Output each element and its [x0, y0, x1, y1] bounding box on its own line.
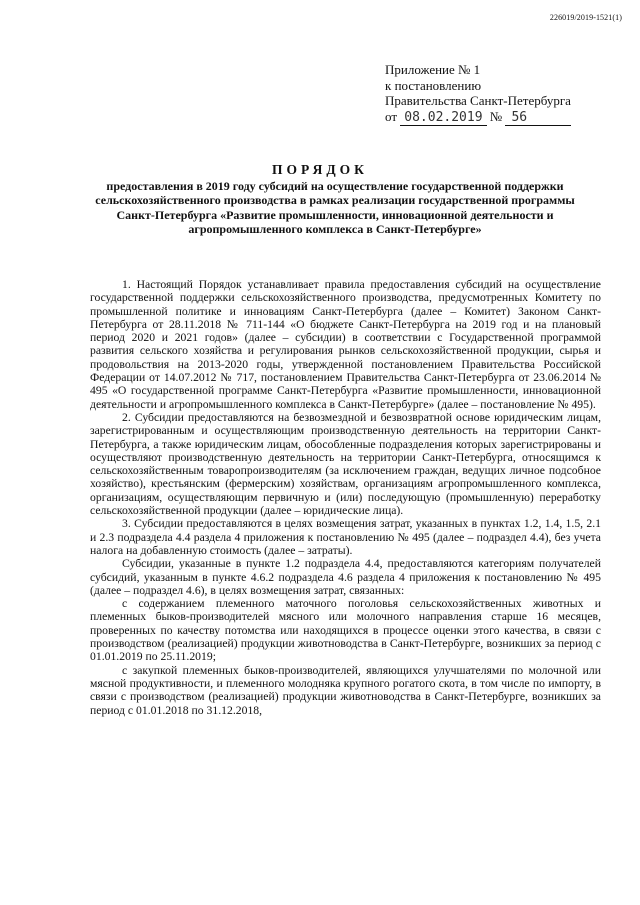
appendix-block [385, 62, 571, 126]
appendix-line-3: Правительства Санкт-Петербурга [385, 93, 571, 108]
document-subtitle: предоставления в 2019 году субсидий на осуществление государственной поддержки сельскохозяйственного производства в рамках реализации государственной программы Санкт-Петербурга «Развитие промышленности, инновационной деятельности и агропромышленного комплекса в Санкт-Петербурге» [95, 179, 575, 236]
paragraph-2: 2. Субсидии предоставляются на безвозмездной и безвозвратной основе юридическим лицам, зарегистрированным и осуществляющим производственную деятельность на территории Санкт-Петербурга, а также юридическим лицам, обособленные подразделения которых зарегистрированы и осуществляют производственную деятельность на территории Санкт-Петербурга, относящимся к сельскохозяйственным товаропроизводителям (за исключением граждан, ведущих личное подсобное хозяйство), крестьянским (фермерским) хозяйствам, организациям агропромышленного комплекса, организациям, осуществляющим первичную и (или) последующую (промышленную) переработку сельскохозяйственной продукции (далее – юридические лица). [90, 410, 601, 518]
paragraph-6: с закупкой племенных быков-производителей, являющихся улучшателями по молочной или мясной продуктивности, и племенного молодняка крупного рогатого скота, в том числе по импорту, в связи с производством (реализацией) продукции животноводства в Санкт-Петербурге, возникших за период с 01.01.2018 по 31.12.2018, [90, 663, 601, 717]
paragraph-3: 3. Субсидии предоставляются в целях возмещения затрат, указанных в пунктах 1.2, 1.4, 1.5, 2.1 и 2.3 подраздела 4.4 раздела 4 приложения к постановлению № 495 (далее – подраздел 4.4), без учета налога на добавленную стоимость (далее – затраты). [90, 517, 601, 557]
document-body [90, 278, 601, 717]
from-label: от [385, 108, 398, 124]
number-label: № [489, 108, 503, 124]
appendix-date-line [385, 109, 571, 127]
appendix-line-2: к постановлению [385, 77, 482, 93]
paragraph-4: Субсидии, указанные в пункте 1.2 подраздела 4.4, предоставляются категориям получателей субсидий, указанным в пункте 4.6.2 подраздела 4.6 раздела 4 приложения к постановлению № 495 (далее – подраздел 4.6), в целях возмещения затрат, связанных: [90, 557, 601, 597]
paragraph-5: с содержанием племенного маточного поголовья сельскохозяйственных животных и племенных быков-производителей мясного или молочного направления старше 16 месяцев, проверенных по качеству потомства или находящихся в процессе оценки этого качества, в связи с производством (реализацией) продукции животноводства в Санкт-Петербурге, возникших за период с 01.01.2019 по 25.11.2019; [90, 597, 601, 664]
handwritten-number: 56 [505, 110, 571, 127]
appendix-line-1: Приложение № 1 [385, 62, 481, 77]
handwritten-date: 08.02.2019 [400, 110, 486, 127]
document-number: 226019/2019-1521(1) [549, 13, 622, 22]
document-title: ПОРЯДОК [272, 162, 368, 177]
paragraph-1: 1. Настоящий Порядок устанавливает правила предоставления субсидий на осуществление государственной поддержки сельскохозяйственного производства, предусмотренных Комитету по промышленной политике и инновациям Санкт-Петербурга (далее – Комитет) Законом Санкт-Петербурга от 28.11.2018 № 711-144 «О бюджете Санкт-Петербурга на 2019 год и на плановый период 2020 и 2021 годов» (далее – субсидии) в соответствии с Государственной программой развития сельского хозяйства и регулирования рынков сельскохозяйственной продукции, сырья и продовольствия на 2013-2020 годы, утвержденной постановлением Правительства Российской Федерации от 14.07.2012 № 717, постановлением Правительства Санкт-Петербурга от 23.06.2014 № 495 «О государственной программе Санкт-Петербурга «Развитие промышленности, инновационной деятельности и агропромышленного комплекса в Санкт-Петербурге» (далее – постановление № 495). [90, 278, 601, 411]
